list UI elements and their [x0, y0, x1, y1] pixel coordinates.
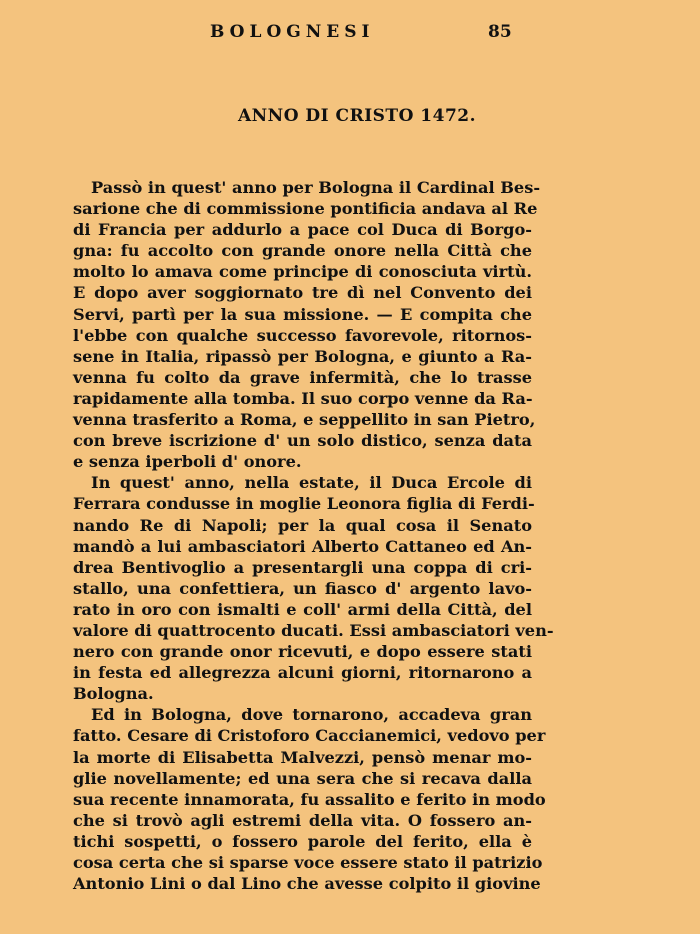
text-line: con breve iscrizione d' un solo distico, senza data	[73, 431, 532, 451]
section-title: ANNO DI CRISTO 1472.	[237, 106, 477, 126]
text-line: e senza iperboli d' onore.	[73, 452, 302, 472]
text-line: l'ebbe con qualche successo favorevole, ritornos-	[73, 325, 532, 345]
text-line: rapidamente alla tomba. Il suo corpo venne da Ra-	[73, 388, 533, 408]
text-line: la morte di Elisabetta Malvezzi, pensò menar mo-	[73, 747, 532, 767]
text-line: sua recente innamorata, fu assalito e ferito in modo	[73, 789, 546, 809]
text-line: venna fu colto da grave infermità, che lo trasse	[73, 367, 532, 387]
text-line: drea Bentivoglio a presentargli una coppa di cri-	[73, 557, 532, 577]
text-line: tichi sospetti, o fossero parole del ferito, ella è	[73, 831, 532, 851]
text-line: sene in Italia, ripassò per Bologna, e giunto a Ra-	[73, 346, 532, 366]
text-line: Servi, partì per la sua missione. — E compita che	[73, 304, 532, 324]
body-text	[73, 177, 554, 894]
text-line: E dopo aver soggiornato tre dì nel Convento dei	[73, 283, 532, 303]
paragraph	[73, 177, 541, 472]
text-line: in festa ed allegrezza alcuni giorni, ritornarono a	[73, 663, 532, 683]
text-line: gna: fu accolto con grande onore nella Città che	[73, 241, 532, 261]
text-line: Ed in Bologna, dove tornarono, accadeva gran	[91, 705, 532, 725]
text-line: molto lo amava come principe di conosciuta virtù.	[73, 262, 532, 282]
text-line: Antonio Lini o dal Lino che avesse colpito il giovine	[73, 874, 541, 894]
text-line: valore di quattrocento ducati. Essi ambasciatori ven-	[73, 620, 554, 640]
text-line: stallo, una confettiera, un fiasco d' argento lavo-	[73, 578, 532, 598]
page-header	[0, 22, 700, 46]
text-line: venna trasferito a Roma, e seppellito in san Pietro,	[73, 410, 536, 430]
text-line: rato in oro con ismalti e coll' armi della Città, del	[73, 599, 532, 619]
text-line: nero con grande onor ricevuti, e dopo essere stati	[73, 642, 532, 662]
text-line: di Francia per addurlo a pace col Duca di Borgo-	[73, 220, 532, 240]
running-title: BOLOGNESI	[210, 22, 375, 42]
paragraph	[73, 472, 554, 704]
text-line: In quest' anno, nella estate, il Duca Ercole di	[91, 473, 532, 493]
text-line: glie novellamente; ed una sera che si recava dalla	[73, 768, 532, 788]
page-number: 85	[488, 22, 512, 42]
paragraph	[73, 704, 546, 894]
text-line: Passò in quest' anno per Bologna il Cardinal Bes-	[91, 178, 541, 197]
text-line: nando Re di Napoli; per la qual cosa il Senato	[73, 515, 532, 535]
text-line: Ferrara condusse in moglie Leonora figlia di Ferdi-	[73, 494, 535, 514]
text-line: cosa certa che si sparse voce essere stato il patrizio	[73, 853, 543, 872]
text-line: mandò a lui ambasciatori Alberto Cattaneo ed An-	[73, 536, 532, 556]
text-line: che si trovò agli estremi della vita. O fossero an-	[73, 810, 532, 830]
text-line: Bologna.	[73, 684, 154, 704]
text-line: fatto. Cesare di Cristoforo Caccianemici, vedovo per	[73, 726, 546, 746]
text-line: sarione che di commissione pontificia andava al Re	[73, 199, 538, 219]
